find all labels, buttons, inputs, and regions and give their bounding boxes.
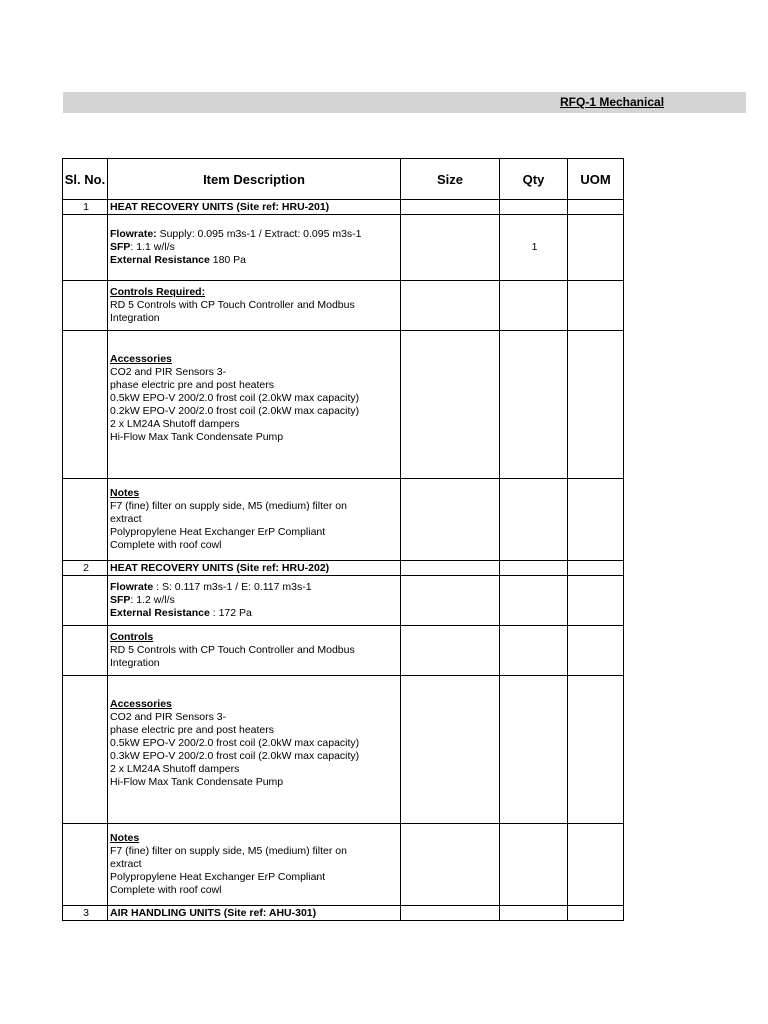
note-item: F7 (fine) filter on supply side, M5 (medium) filter on	[110, 500, 347, 512]
accessory-item: phase electric pre and post heaters	[110, 723, 275, 736]
accessory-item: 0.5kW EPO-V 200/2.0 frost coil (2.0kW max capacity)	[110, 391, 360, 404]
ext-resistance-label: External Resistance	[110, 254, 210, 266]
controls-text: RD 5 Controls with CP Touch Controller and Modbus Integration	[110, 299, 355, 324]
col-qty: Qty	[500, 159, 568, 200]
accessory-item: phase electric pre and post heaters	[110, 378, 275, 391]
sl-no-cell	[63, 215, 108, 281]
qty-cell: 1	[500, 215, 568, 281]
section-title: HEAT RECOVERY UNITS (Site ref: HRU-202)	[108, 561, 401, 576]
qty-cell	[500, 479, 568, 561]
accessories-label: Accessories	[110, 352, 172, 365]
accessories-cell	[108, 676, 401, 824]
qty-cell	[500, 626, 568, 676]
qty-cell	[500, 906, 568, 921]
sfp-label: SFP	[110, 594, 131, 606]
controls-label: Controls	[110, 631, 154, 643]
qty-cell	[500, 576, 568, 626]
note-item: extract	[110, 858, 142, 870]
uom-cell	[568, 576, 624, 626]
accessories-row	[63, 331, 624, 479]
sfp-value: : 1.1 w/l/s	[130, 241, 175, 253]
size-cell	[401, 626, 500, 676]
controls-row	[63, 281, 624, 331]
accessory-item: 2 x LM24A Shutoff dampers	[110, 762, 240, 775]
size-cell	[401, 676, 500, 824]
qty-cell	[500, 561, 568, 576]
spec-cell	[108, 576, 401, 626]
size-cell	[401, 906, 500, 921]
flowrate-label: Flowrate:	[110, 228, 157, 240]
size-cell	[401, 824, 500, 906]
notes-row	[63, 824, 624, 906]
ext-resistance-label: External Resistance	[110, 607, 210, 619]
uom-cell	[568, 479, 624, 561]
note-item: Complete with roof cowl	[110, 884, 222, 896]
accessories-row	[63, 676, 624, 824]
size-cell	[401, 576, 500, 626]
flowrate-label: Flowrate	[110, 581, 154, 593]
rfq-title: RFQ-1 Mechanical	[560, 95, 665, 109]
controls-cell	[108, 281, 401, 331]
accessory-item: 2 x LM24A Shutoff dampers	[110, 417, 240, 430]
sl-no-cell	[63, 281, 108, 331]
notes-label: Notes	[110, 487, 140, 499]
section-row	[63, 200, 624, 215]
sl-no-cell	[63, 626, 108, 676]
accessory-item: 0.3kW EPO-V 200/2.0 frost coil (2.0kW max capacity)	[110, 749, 360, 762]
sl-no-cell: 2	[63, 561, 108, 576]
ext-resistance-value: : 172 Pa	[209, 607, 252, 619]
spec-cell	[108, 215, 401, 281]
section-row	[63, 561, 624, 576]
size-cell	[401, 479, 500, 561]
notes-label: Notes	[110, 832, 140, 844]
uom-cell	[568, 215, 624, 281]
uom-cell	[568, 281, 624, 331]
section-row	[63, 906, 624, 921]
accessory-item: CO2 and PIR Sensors 3-	[110, 365, 227, 378]
rfq-table	[62, 158, 624, 921]
size-cell	[401, 200, 500, 215]
note-item: Polypropylene Heat Exchanger ErP Compliant	[110, 871, 326, 883]
flowrate-value: : S: 0.117 m3s-1 / E: 0.117 m3s-1	[153, 581, 312, 593]
qty-cell	[500, 331, 568, 479]
section-title: AIR HANDLING UNITS (Site ref: AHU-301)	[108, 906, 401, 921]
qty-cell	[500, 824, 568, 906]
accessory-item: 0.5kW EPO-V 200/2.0 frost coil (2.0kW max capacity)	[110, 736, 360, 749]
sl-no-cell	[63, 824, 108, 906]
size-cell	[401, 561, 500, 576]
note-item: extract	[110, 513, 142, 525]
accessory-item: Hi-Flow Max Tank Condensate Pump	[110, 775, 284, 788]
notes-cell	[108, 824, 401, 906]
note-item: Complete with roof cowl	[110, 539, 222, 551]
note-item: Polypropylene Heat Exchanger ErP Compliant	[110, 526, 326, 538]
qty-cell	[500, 676, 568, 824]
col-size: Size	[401, 159, 500, 200]
note-item: F7 (fine) filter on supply side, M5 (medium) filter on	[110, 845, 347, 857]
uom-cell	[568, 676, 624, 824]
accessories-cell	[108, 331, 401, 479]
qty-cell	[500, 200, 568, 215]
sl-no-cell	[63, 676, 108, 824]
accessories-label: Accessories	[110, 697, 172, 710]
col-sl-no: Sl. No.	[63, 159, 108, 200]
sl-no-cell	[63, 576, 108, 626]
sl-no-cell	[63, 479, 108, 561]
sl-no-cell	[63, 331, 108, 479]
sl-no-cell: 1	[63, 200, 108, 215]
accessory-item: 0.2kW EPO-V 200/2.0 frost coil (2.0kW max capacity)	[110, 404, 360, 417]
accessory-item: CO2 and PIR Sensors 3-	[110, 710, 227, 723]
section-title: HEAT RECOVERY UNITS (Site ref: HRU-201)	[108, 200, 401, 215]
uom-cell	[568, 824, 624, 906]
qty-cell	[500, 281, 568, 331]
col-uom: UOM	[568, 159, 624, 200]
sfp-value: : 1.2 w/l/s	[130, 594, 175, 606]
controls-text: RD 5 Controls with CP Touch Controller and Modbus Integration	[110, 644, 355, 669]
uom-cell	[568, 906, 624, 921]
accessory-item: Hi-Flow Max Tank Condensate Pump	[110, 430, 284, 443]
spec-row	[63, 215, 624, 281]
size-cell	[401, 215, 500, 281]
sl-no-cell: 3	[63, 906, 108, 921]
spec-row	[63, 576, 624, 626]
controls-cell	[108, 626, 401, 676]
controls-label: Controls Required:	[110, 286, 206, 298]
size-cell	[401, 331, 500, 479]
uom-cell	[568, 561, 624, 576]
controls-row	[63, 626, 624, 676]
sfp-label: SFP	[110, 241, 131, 253]
col-item-description: Item Description	[108, 159, 401, 200]
uom-cell	[568, 200, 624, 215]
uom-cell	[568, 626, 624, 676]
title-banner	[63, 92, 746, 113]
notes-cell	[108, 479, 401, 561]
flowrate-value: Supply: 0.095 m3s-1 / Extract: 0.095 m3s-1	[156, 228, 362, 240]
uom-cell	[568, 331, 624, 479]
header-row	[63, 159, 624, 200]
notes-row	[63, 479, 624, 561]
size-cell	[401, 281, 500, 331]
ext-resistance-value: 180 Pa	[209, 254, 247, 266]
